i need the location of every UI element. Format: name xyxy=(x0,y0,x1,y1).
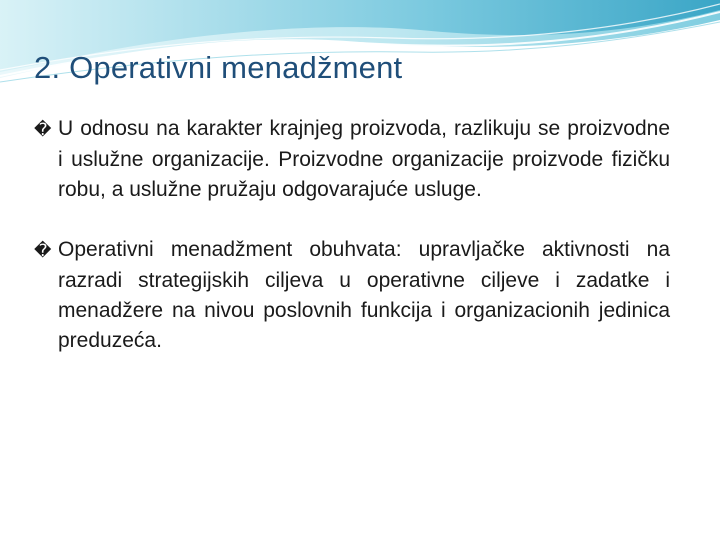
slide-body xyxy=(34,114,670,386)
bullet-text: Operativni menadžment obuhvata: upravljačke aktivnosti na razradi strategijskih ciljeva u operativne ciljeve i zadatke i menadžere na nivou poslovnih funkcija i organizacionih jedinica preduzeća. xyxy=(58,238,670,352)
slide-title: 2. Operativni menadžment xyxy=(34,50,403,85)
bullet-text: U odnosu na karakter krajnjeg proizvoda, razlikuju se proizvodne i uslužne organizacije. Proizvodne organizacije proizvode fizičku robu, a uslužne pružaju odgovarajuće usluge. xyxy=(58,117,670,201)
bullet-marker-icon: � xyxy=(34,241,52,261)
bullet-item xyxy=(34,235,670,356)
bullet-marker-icon: � xyxy=(34,120,52,140)
bullet-item xyxy=(34,114,670,205)
